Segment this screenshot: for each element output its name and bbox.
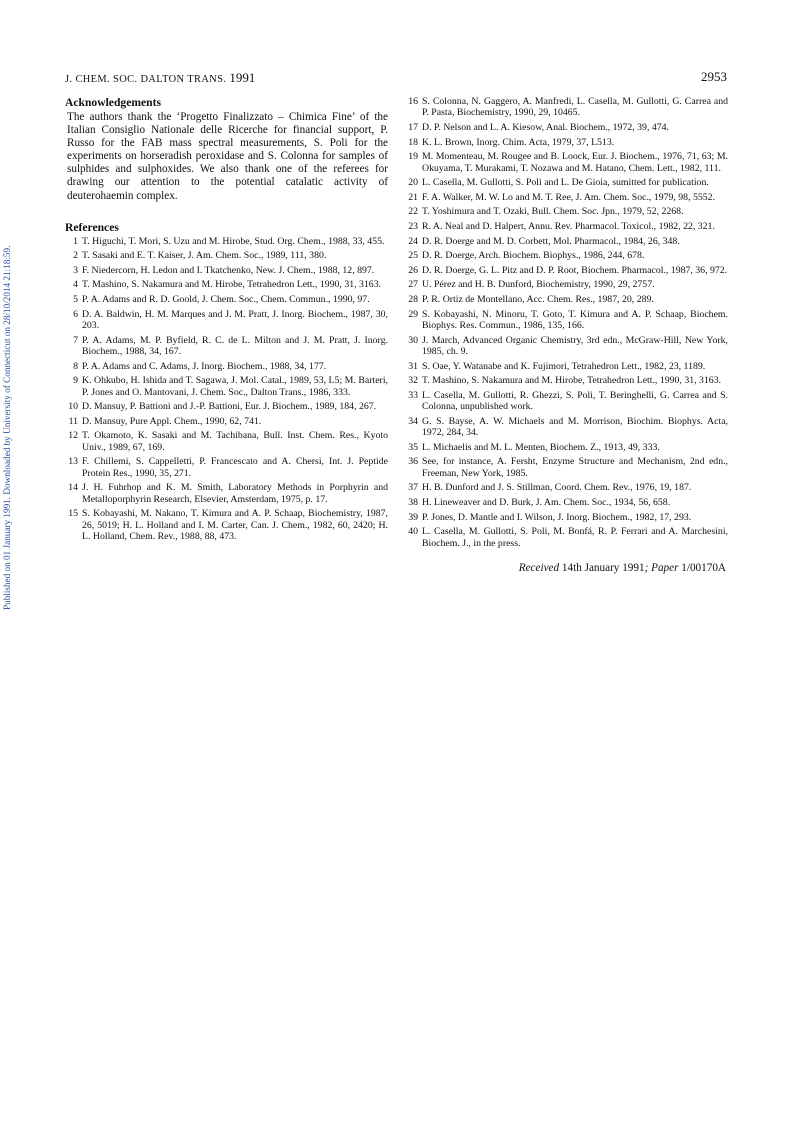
reference-item	[405, 236, 728, 247]
reference-text: U. Pérez and H. B. Dunford, Biochemistry, 1990, 29, 2757.	[422, 279, 655, 291]
reference-text: S. Kobayashi, N. Minoru, T. Goto, T. Kimura and A. P. Schaap, Biochem. Biophys. Res. Commun., 1986, 135, 166.	[422, 308, 728, 331]
reference-number: 13	[68, 456, 78, 468]
reference-text: H. Lineweaver and D. Burk, J. Am. Chem. Soc., 1934, 56, 658.	[422, 496, 671, 508]
reference-number: 19	[408, 151, 418, 163]
reference-item	[405, 442, 728, 453]
reference-item	[65, 401, 388, 412]
references-heading: References	[65, 220, 119, 234]
reference-text: F. A. Walker, M. W. Lo and M. T. Ree, J. Am. Chem. Soc., 1979, 98, 5552.	[422, 191, 716, 203]
reference-number: 20	[408, 177, 418, 189]
reference-number: 40	[408, 526, 418, 538]
reference-item	[405, 206, 728, 217]
paper-label: Paper	[651, 561, 679, 574]
reference-item	[65, 456, 388, 479]
reference-number: 34	[408, 415, 418, 427]
reference-number: 11	[68, 415, 78, 427]
reference-number: 30	[408, 334, 418, 346]
reference-number: 22	[408, 206, 418, 218]
reference-item	[405, 122, 728, 133]
reference-text: See, for instance, A. Fersht, Enzyme Structure and Mechanism, 2nd edn., Freeman, New York, 1985.	[422, 456, 728, 479]
reference-number: 9	[73, 375, 78, 387]
reference-item	[65, 375, 388, 398]
reference-text: D. R. Doerge, G. L. Pitz and D. P. Root, Biochem. Pharmacol., 1987, 36, 972.	[422, 264, 728, 276]
reference-text: M. Momenteau, M. Rougee and B. Loock, Eur. J. Biochem., 1976, 71, 63; M. Okuyama, T. Murakami, T. Nozawa and M. Hatano, Chem. Lett., 1982, 111.	[422, 151, 728, 174]
reference-number: 39	[408, 511, 418, 523]
reference-item	[65, 236, 388, 247]
reference-text: J. March, Advanced Organic Chemistry, 3rd edn., McGraw-Hill, New York, 1985, ch. 9.	[422, 334, 728, 357]
reference-number: 32	[408, 375, 418, 387]
reference-item	[405, 177, 728, 188]
received-label: Received	[518, 561, 560, 574]
reference-number: 37	[408, 482, 418, 494]
reference-item	[405, 309, 728, 332]
reference-number: 23	[408, 220, 418, 232]
reference-text: P. A. Adams and C. Adams, J. Inorg. Biochem., 1988, 34, 177.	[82, 360, 327, 372]
references-list-left	[65, 236, 388, 543]
reference-number: 5	[73, 294, 78, 306]
reference-item	[405, 390, 728, 413]
reference-number: 21	[408, 191, 418, 203]
page-number: 2953	[701, 69, 727, 84]
reference-item	[405, 526, 728, 549]
journal-year: 1991	[229, 70, 256, 85]
reference-number: 16	[408, 96, 418, 107]
reference-text: S. Oae, Y. Watanabe and K. Fujimori, Tetrahedron Lett., 1982, 23, 1189.	[422, 360, 706, 372]
reference-text: T. Mashino, S. Nakamura and M. Hirobe, Tetrahedron Lett., 1990, 31, 3163.	[422, 375, 722, 387]
reference-text: J. H. Fuhrhop and K. M. Smith, Laboratory Methods in Porphyrin and Metalloporphyrin Research, Elsevier, Amsterdam, 1975, p. 17.	[82, 482, 388, 505]
reference-text: D. R. Doerge, Arch. Biochem. Biophys., 1986, 244, 678.	[422, 250, 645, 262]
reference-item	[405, 279, 728, 290]
reference-number: 38	[408, 496, 418, 508]
reference-item	[405, 361, 728, 372]
reference-item	[405, 456, 728, 479]
left-column	[65, 96, 388, 546]
reference-text: S. Colonna, N. Gaggero, A. Manfredi, L. Casella, M. Gullotti, G. Carrea and P. Pasta, Biochemistry, 1990, 29, 10465.	[422, 96, 728, 119]
received-line: Received 14th January 1991; Paper 1/00170A	[518, 561, 726, 574]
reference-text: P. A. Adams, M. P. Byfield, R. C. de L. Milton and J. M. Pratt, J. Inorg. Biochem., 1988, 34, 167.	[82, 334, 388, 358]
received-date: 14th January 1991	[561, 561, 645, 574]
reference-text: F. Niedercorn, H. Ledon and I. Tkatchenko, New. J. Chem., 1988, 12, 897.	[82, 264, 375, 276]
reference-number: 4	[73, 279, 78, 291]
reference-text: P. A. Adams and R. D. Goold, J. Chem. Soc., Chem. Commun., 1990, 97.	[82, 294, 370, 306]
reference-number: 2	[73, 250, 78, 262]
reference-number: 3	[73, 264, 78, 276]
reference-text: D. Mansuy, Pure Appl. Chem., 1990, 62, 741.	[82, 415, 262, 427]
reference-number: 31	[408, 360, 418, 372]
reference-item	[405, 137, 728, 148]
reference-text: P. R. Ortiz de Montellano, Acc. Chem. Res., 1987, 20, 289.	[422, 293, 654, 305]
running-head	[65, 70, 255, 86]
reference-number: 10	[68, 401, 78, 413]
reference-text: T. Higuchi, T. Mori, S. Uzu and M. Hirobe, Stud. Org. Chem., 1988, 33, 455.	[82, 235, 385, 247]
reference-number: 35	[408, 441, 418, 453]
reference-number: 25	[408, 250, 418, 262]
reference-text: H. B. Dunford and J. S. Stillman, Coord. Chem. Rev., 1976, 19, 187.	[422, 482, 692, 494]
reference-item	[65, 279, 388, 290]
reference-item	[65, 508, 388, 542]
reference-text: L. Casella, M. Gullotti, S. Poli, M. Bonfá, R. P. Ferrari and A. Marchesini, Biochem. J., in the press.	[422, 526, 728, 549]
acknowledgements-heading: Acknowledgements	[65, 96, 161, 109]
reference-text: K. L. Brown, Inorg. Chim. Acta, 1979, 37, L513.	[422, 136, 615, 148]
reference-item	[65, 265, 388, 276]
reference-item	[405, 221, 728, 232]
reference-text: D. R. Doerge and M. D. Corbett, Mol. Pharmacol., 1984, 26, 348.	[422, 235, 680, 247]
reference-text: S. Kobayashi, M. Nakano, T. Kimura and A. P. Schaap, Biochemistry, 1987, 26, 5019; H. L. Holland and I. M. Carter, Can. J. Chem., 1982, 60, 2420; H. L. Holland, Chem. Rev., 1988, 88, 473.	[82, 508, 388, 543]
reference-item	[405, 416, 728, 439]
reference-item	[405, 482, 728, 493]
reference-item	[405, 250, 728, 261]
reference-number: 15	[68, 508, 78, 520]
reference-text: L. Casella, M. Gullotti, R. Ghezzi, S. Poli, T. Beringhelli, G. Carrea and S. Colonna, unpublished work.	[422, 389, 728, 413]
reference-text: R. A. Neal and D. Halpert, Annu. Rev. Pharmacol. Toxicol., 1982, 22, 321.	[422, 220, 715, 232]
reference-item	[405, 96, 728, 119]
reference-text: K. Ohkubo, H. Ishida and T. Sagawa, J. Mol. Catal., 1989, 53, L5; M. Barteri, P. Jones and O. Mantovani, J. Chem. Soc., Dalton Trans., 1986, 333.	[82, 375, 388, 398]
reference-number: 27	[408, 279, 418, 291]
references-list-right	[405, 96, 728, 549]
reference-number: 36	[408, 456, 418, 468]
reference-number: 24	[408, 235, 418, 247]
reference-item	[65, 416, 388, 427]
reference-text: L. Casella, M. Gullotti, S. Poli and L. De Gioia, sumitted for publication.	[422, 177, 709, 189]
reference-number: 6	[73, 308, 78, 320]
reference-item	[405, 512, 728, 523]
reference-text: P. Jones, D. Mantle and I. Wilson, J. Inorg. Biochem., 1982, 17, 293.	[422, 511, 692, 523]
right-column	[405, 96, 728, 574]
reference-item	[65, 430, 388, 453]
reference-number: 33	[408, 389, 418, 401]
reference-number: 26	[408, 264, 418, 276]
reference-text: T. Mashino, S. Nakamura and M. Hirobe, Tetrahedron Lett., 1990, 31, 3163.	[82, 279, 382, 291]
acknowledgements-text: The authors thank the ‘Progetto Finalizzato – Chimica Fine’ of the Italian Consiglio Nationale delle Ricerche for financial support, P. Russo for the FAB mass spectral measurements, S. Poli for the experiments on horseradish peroxidase and S. Colonna for samples of sulphides and sulphoxides. We also thank one of the referees for drawing our attention to the potential catalatic activity of deuterohaemin complex.	[67, 111, 388, 202]
reference-item	[405, 294, 728, 305]
reference-number: 28	[408, 293, 418, 305]
reference-text: G. S. Bayse, A. W. Michaels and M. Morrison, Biochim. Biophys. Acta, 1972, 284, 34.	[422, 415, 728, 439]
reference-number: 12	[68, 430, 78, 442]
download-notice	[2, 240, 14, 610]
reference-text: T. Yoshimura and T. Ozaki, Bull. Chem. Soc. Jpn., 1979, 52, 2268.	[422, 206, 684, 218]
download-notice-text: Published on 01 January 1991. Downloaded by University of Connecticut on 28/10/2014 21:18:59.	[2, 245, 12, 610]
reference-number: 17	[408, 122, 418, 133]
reference-text: L. Michaelis and M. L. Menten, Biochem. Z., 1913, 49, 333.	[422, 441, 660, 453]
reference-item	[405, 497, 728, 508]
reference-text: T. Sasaki and E. T. Kaiser, J. Am. Chem. Soc., 1989, 111, 380.	[82, 250, 327, 262]
reference-text: D. P. Nelson and L. A. Kiesow, Anal. Biochem., 1972, 39, 474.	[422, 122, 669, 133]
reference-text: D. A. Baldwin, H. M. Marques and J. M. Pratt, J. Inorg. Biochem., 1987, 30, 203.	[82, 308, 388, 332]
reference-number: 8	[73, 360, 78, 372]
reference-item	[405, 335, 728, 358]
reference-item	[405, 192, 728, 203]
reference-item	[65, 309, 388, 332]
reference-number: 14	[68, 482, 78, 494]
reference-number: 18	[408, 136, 418, 148]
reference-item	[65, 294, 388, 305]
reference-number: 29	[408, 308, 418, 320]
journal-name: J. CHEM. SOC. DALTON TRANS.	[65, 74, 227, 85]
reference-item	[405, 375, 728, 386]
paper-id: 1/00170A	[681, 561, 726, 574]
reference-item	[405, 265, 728, 276]
reference-text: T. Okamoto, K. Sasaki and M. Tachibana, Bull. Inst. Chem. Res., Kyoto Univ., 1989, 67, 169.	[82, 430, 388, 453]
reference-item	[65, 250, 388, 261]
reference-number: 1	[73, 235, 78, 247]
reference-text: D. Mansuy, P. Battioni and J.-P. Battioni, Eur. J. Biochem., 1989, 184, 267.	[82, 401, 377, 413]
reference-item	[65, 361, 388, 372]
reference-item	[65, 335, 388, 358]
reference-text: F. Chillemi, S. Cappelletti, P. Francescato and A. Chersi, Int. J. Peptide Protein Res., 1990, 35, 271.	[82, 456, 388, 479]
reference-item	[405, 151, 728, 174]
reference-item	[65, 482, 388, 505]
reference-number: 7	[73, 334, 78, 346]
